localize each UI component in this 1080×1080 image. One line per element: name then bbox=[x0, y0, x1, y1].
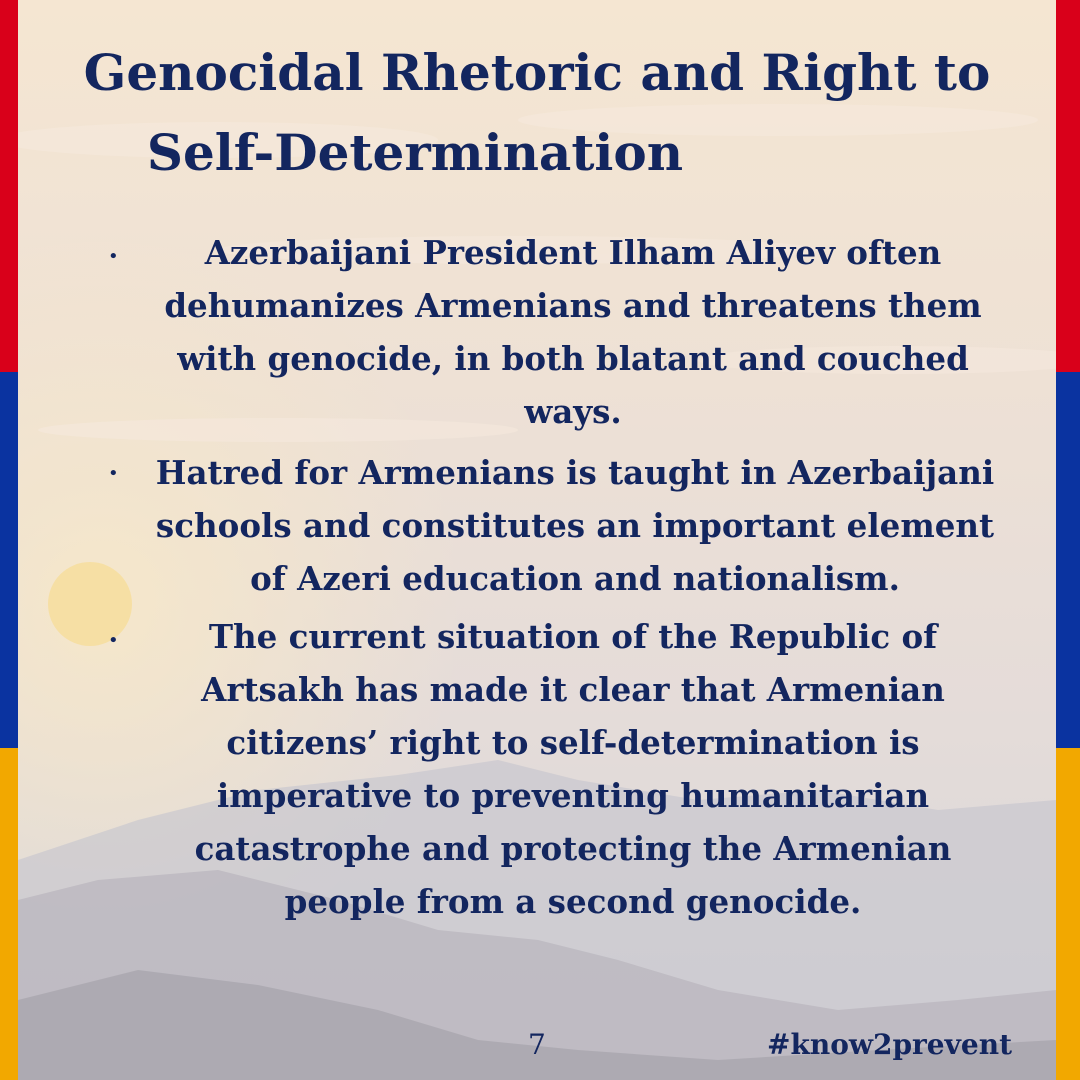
flag-stripe-orange-right bbox=[1056, 748, 1080, 1080]
bullet-text-1: Azerbaijani President Ilham Aliyev often dehumanizes Armenians and threatens them with genocide, in both blatant and couched ways. bbox=[164, 233, 982, 431]
page-title-line-1: Genocidal Rhetoric and Right to bbox=[83, 43, 991, 102]
page-title-line-2: Self-Determination bbox=[146, 123, 684, 182]
flag-stripe-red-left bbox=[0, 0, 18, 372]
flag-stripe-blue-right bbox=[1056, 372, 1080, 748]
flag-stripe-blue-left bbox=[0, 372, 18, 748]
bullet-text-2: Hatred for Armenians is taught in Azerbaijani schools and constitutes an important element of Azeri education and nationalism. bbox=[155, 453, 995, 598]
bullet-dot-icon: • bbox=[108, 463, 119, 484]
bullet-dot-icon: • bbox=[108, 246, 119, 267]
bullet-dot-icon: • bbox=[108, 630, 119, 651]
hashtag-label: #know2prevent bbox=[767, 1028, 1012, 1061]
bullet-text-3: The current situation of the Republic of Artsakh has made it clear that Armenian citizens’ right to self-determination is imperative to preventing humanitarian catastrophe and protecting the Armenian people from a second genocide. bbox=[194, 617, 952, 921]
sun-icon bbox=[48, 562, 132, 646]
flag-stripe-red-right bbox=[1056, 0, 1080, 372]
flag-stripe-orange-left bbox=[0, 748, 18, 1080]
page-number: 7 bbox=[528, 1028, 546, 1061]
